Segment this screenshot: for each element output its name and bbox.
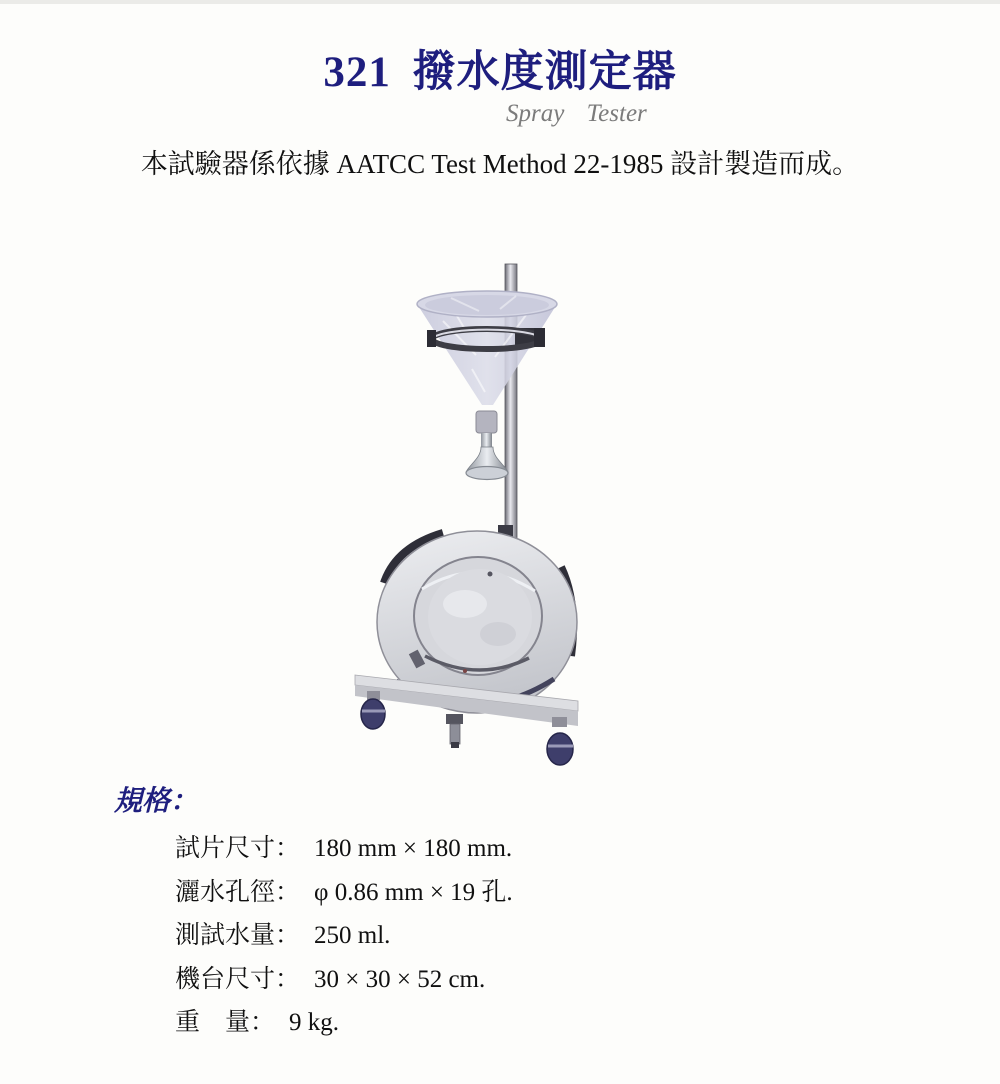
spray-nozzle-graphic <box>466 411 508 480</box>
spec-label: 機台尺寸： <box>175 965 301 993</box>
spec-value: 180 mm × 180 mm. <box>314 835 513 862</box>
spec-value: 9 kg. <box>289 1009 340 1036</box>
subtitle-english: Spray Tester <box>506 100 647 127</box>
spec-list <box>175 827 513 1045</box>
spec-row-machine-size <box>175 958 513 1002</box>
spec-label: 重 量： <box>175 1009 276 1036</box>
intro-text: 本試驗器係依據 AATCC Test Method 22-1985 設計製造而成。 <box>140 149 860 179</box>
product-photo <box>330 259 690 779</box>
spec-row-spray-hole <box>175 871 513 915</box>
spec-row-water-volume <box>175 914 513 958</box>
spec-label: 灑水孔徑： <box>175 878 301 906</box>
specs-heading: 規格： <box>114 786 199 817</box>
page-title: 321 撥水度測定器 <box>323 49 677 96</box>
spec-value: φ 0.86 mm × 19 孔. <box>314 878 513 906</box>
spec-label: 試片尺寸： <box>175 835 301 862</box>
spec-value: 30 × 30 × 52 cm. <box>314 965 486 993</box>
spec-row-weight <box>175 1001 513 1045</box>
spec-value: 250 ml. <box>314 922 391 949</box>
spec-label: 測試水量： <box>175 922 301 949</box>
spec-row-specimen-size <box>175 827 513 871</box>
